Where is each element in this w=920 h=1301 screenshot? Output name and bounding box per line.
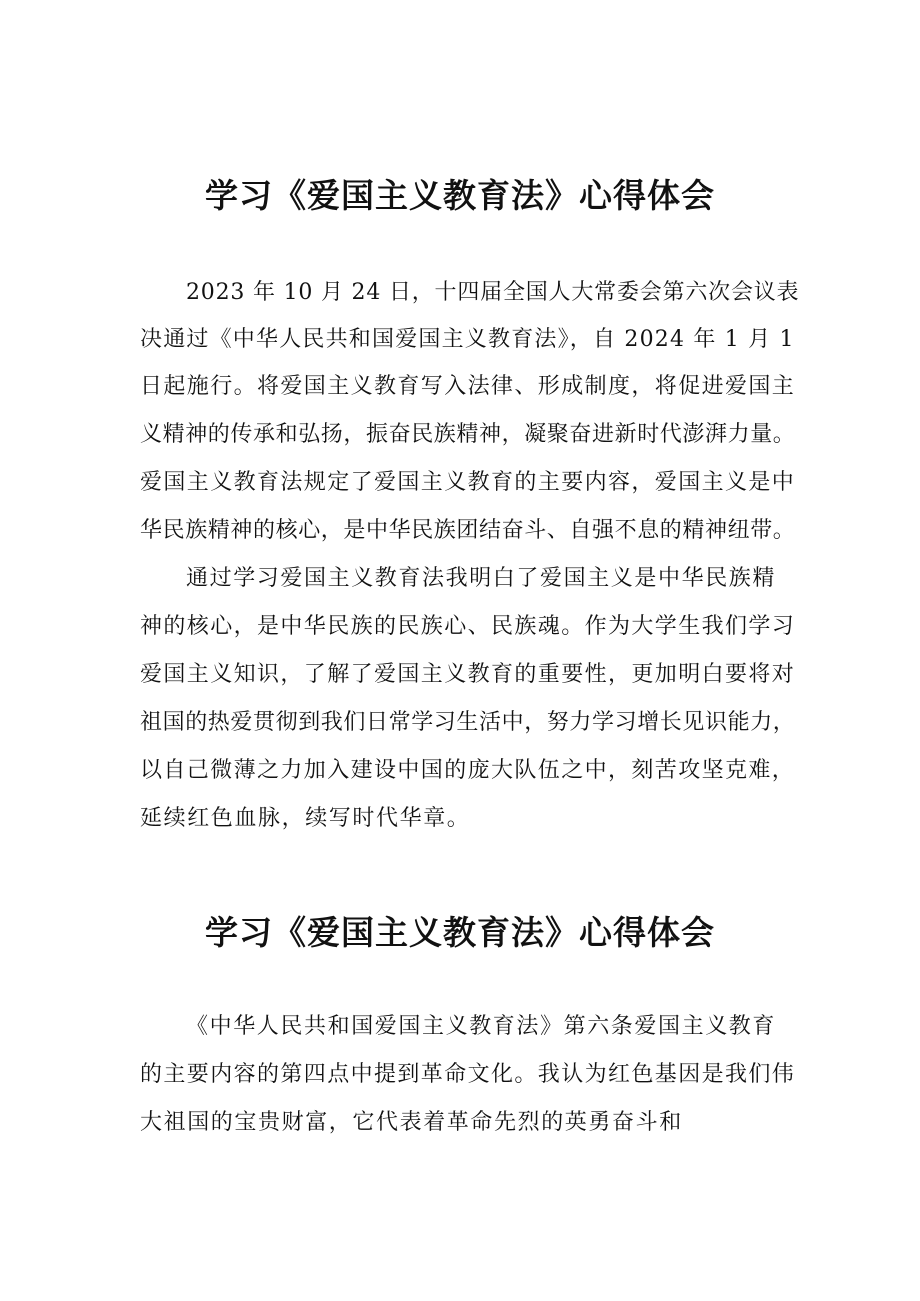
section1-line-11: 以自己微薄之力加入建设中国的庞大队伍之中，刻苦攻坚克难， xyxy=(140,758,796,783)
section1-line-6: 华民族精神的核心，是中华民族团结奋斗、自强不息的精神纽带。 xyxy=(140,518,796,543)
section1-line-4: 义精神的传承和弘扬，振奋民族精神，凝聚奋进新时代澎湃力量。 xyxy=(140,422,796,447)
section1-line-9: 爱国主义知识，了解了爱国主义教育的重要性，更加明白要将对 xyxy=(140,662,796,687)
section1-line-10: 祖国的热爱贯彻到我们日常学习生活中，努力学习增长见识能力， xyxy=(140,710,796,735)
section2-line-3: 大祖国的宝贵财富，它代表着革命先烈的英勇奋斗和 xyxy=(140,1110,683,1135)
section1-line-3: 日起施行。将爱国主义教育写入法律、形成制度，将促进爱国主 xyxy=(140,374,796,399)
section1-line-2: 决通过《中华人民共和国爱国主义教育法》，自 2024 年 1 月 1 xyxy=(140,327,795,352)
section2-line-1: 《中华人民共和国爱国主义教育法》第六条爱国主义教育 xyxy=(186,1014,777,1039)
section1-line-12: 延续红色血脉，续写时代华章。 xyxy=(140,806,471,831)
section1-line-8: 神的核心，是中华民族的民族心、民族魂。作为大学生我们学习 xyxy=(140,614,796,639)
section1-line-1: 2023 年 10 月 24 日，十四届全国人大常委会第六次会议表 xyxy=(186,280,800,305)
section1-line-5: 爱国主义教育法规定了爱国主义教育的主要内容，爱国主义是中 xyxy=(140,470,796,495)
section2-line-2: 的主要内容的第四点中提到革命文化。我认为红色基因是我们伟 xyxy=(140,1062,796,1087)
section1-line-7: 通过学习爱国主义教育法我明白了爱国主义是中华民族精 xyxy=(186,566,777,591)
section1-title: 学习《爱国主义教育法》心得体会 xyxy=(205,176,715,215)
section2-title: 学习《爱国主义教育法》心得体会 xyxy=(205,913,715,952)
